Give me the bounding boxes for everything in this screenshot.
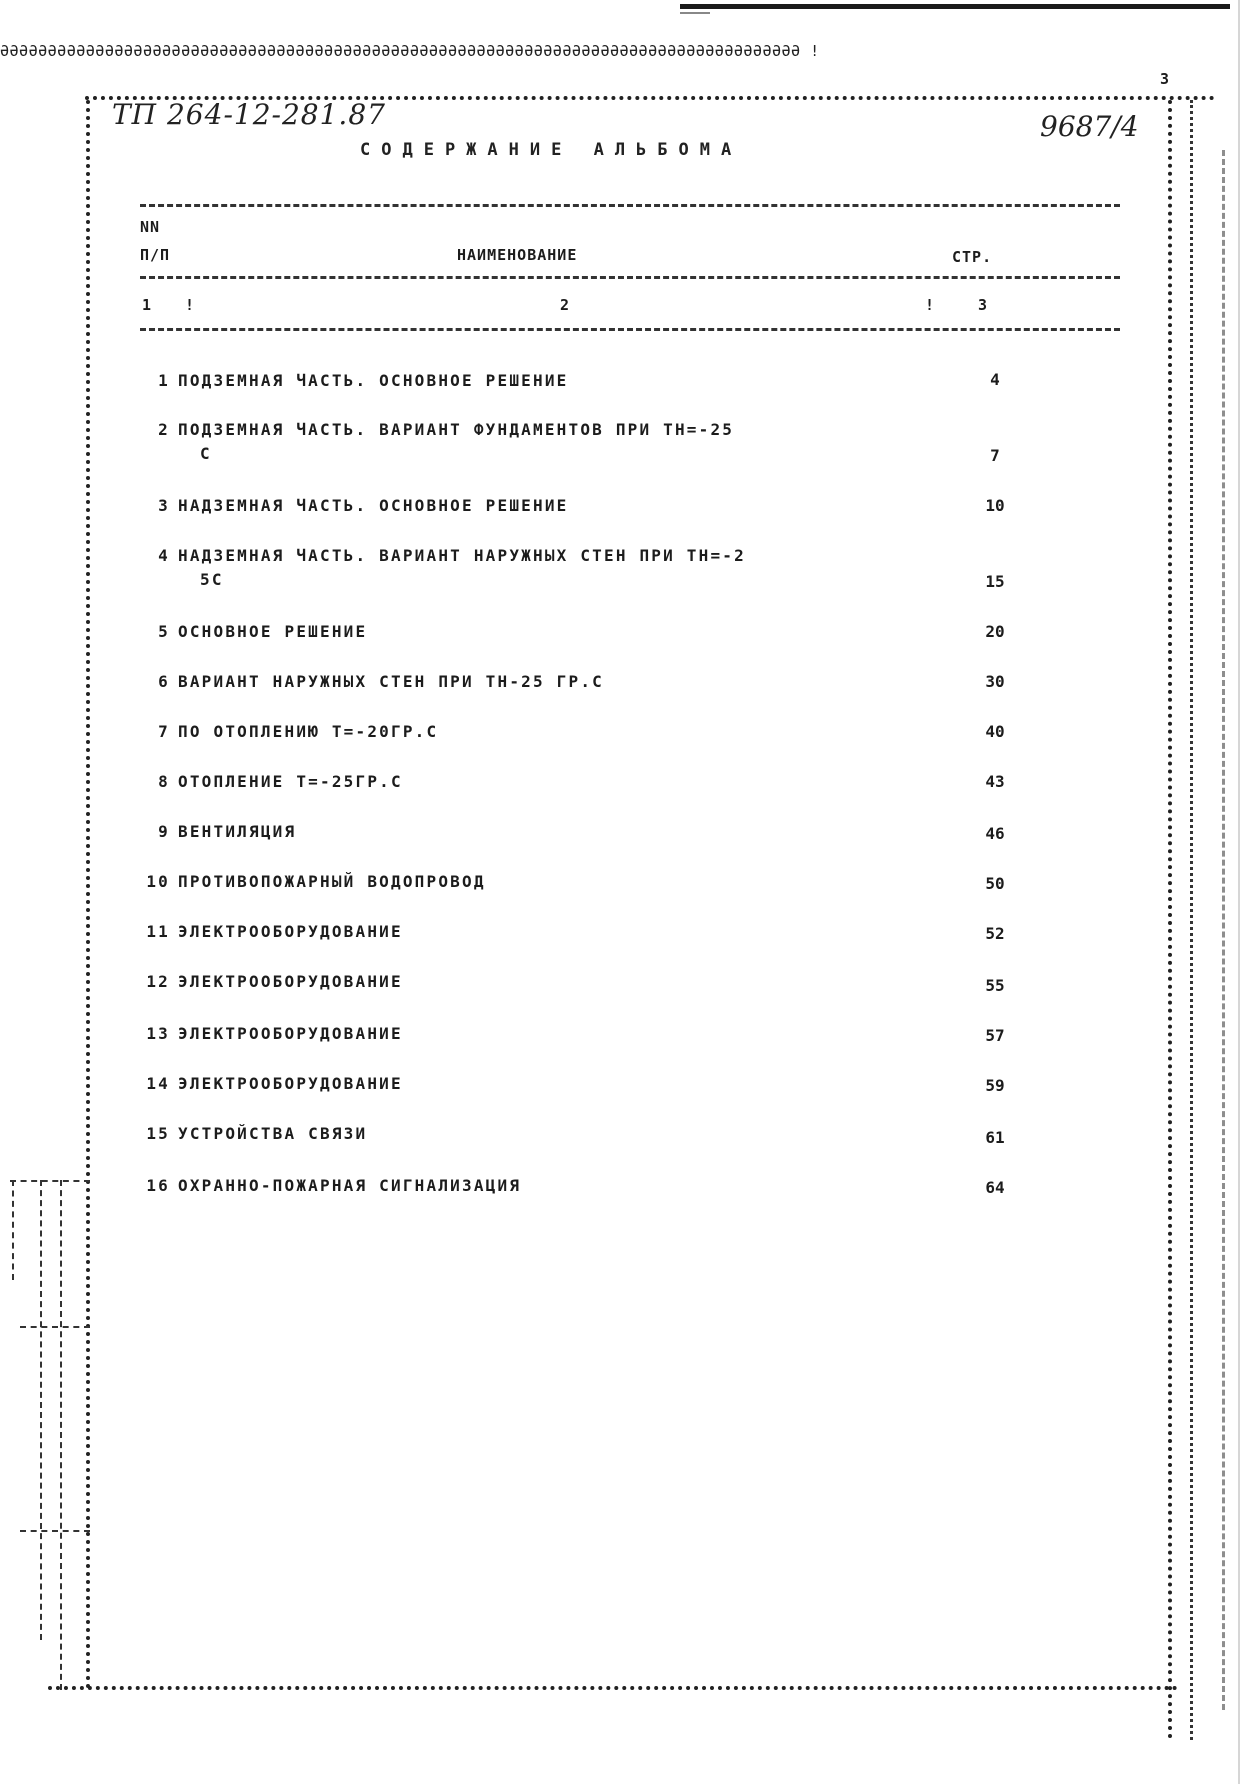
row-page: 30 bbox=[985, 672, 1005, 691]
col-num-label: NN bbox=[140, 218, 161, 236]
row-page: 20 bbox=[985, 622, 1005, 641]
row-number: 7 bbox=[158, 722, 170, 741]
row-number: 9 bbox=[158, 822, 170, 841]
row-number: 10 bbox=[146, 872, 170, 891]
row-number: 8 bbox=[158, 772, 170, 791]
col-name-label: НАИМЕНОВАНИЕ bbox=[457, 246, 578, 264]
table-row bbox=[140, 1122, 1020, 1146]
frame-bottom bbox=[48, 1686, 1178, 1698]
row-number: 14 bbox=[146, 1074, 170, 1093]
row-page: 43 bbox=[985, 772, 1005, 791]
row-page: 64 bbox=[985, 1178, 1005, 1197]
page-number: 3 bbox=[1160, 70, 1170, 88]
row-page: 4 bbox=[990, 370, 1000, 389]
row-page: 55 bbox=[985, 976, 1005, 995]
row-name: ЭЛЕКТРООБОРУДОВАНИЕ bbox=[178, 1024, 403, 1043]
row-name: ВЕНТИЛЯЦИЯ bbox=[178, 822, 297, 841]
row-name: ЭЛЕКТРООБОРУДОВАНИЕ bbox=[178, 1074, 403, 1093]
table-rule bbox=[140, 276, 1120, 279]
row-name: ПОДЗЕМНАЯ ЧАСТЬ. ОСНОВНОЕ РЕШЕНИЕ bbox=[178, 371, 569, 390]
col-number-1: 1 bbox=[142, 296, 153, 314]
row-number: 2 bbox=[158, 420, 170, 439]
binding-stub-line bbox=[20, 1530, 90, 1532]
page-title: СОДЕРЖАНИЕ АЛЬБОМА bbox=[360, 140, 743, 160]
col-separator: ! bbox=[185, 296, 196, 314]
table-row bbox=[140, 1022, 1020, 1046]
col-number-3: 3 bbox=[978, 296, 989, 314]
table-row bbox=[140, 544, 1020, 592]
row-name: ПОДЗЕМНАЯ ЧАСТЬ. ВАРИАНТ ФУНДАМЕНТОВ ПРИ ТН=-25 bbox=[178, 420, 735, 439]
row-page: 59 bbox=[985, 1076, 1005, 1095]
row-name: ОТОПЛЕНИЕ Т=-25ГР.С bbox=[178, 772, 403, 791]
row-name-continued: С bbox=[200, 444, 212, 463]
binding-stub-line bbox=[12, 1180, 14, 1280]
row-name: ОХРАННО-ПОЖАРНАЯ СИГНАЛИЗАЦИЯ bbox=[178, 1176, 522, 1195]
table-row bbox=[140, 670, 1020, 694]
top-edge-mark bbox=[680, 12, 710, 14]
row-name: ЭЛЕКТРООБОРУДОВАНИЕ bbox=[178, 922, 403, 941]
table-row bbox=[140, 1174, 1020, 1198]
col-page-label: СТР. bbox=[952, 248, 993, 266]
frame-right bbox=[1168, 100, 1178, 1740]
binding-stub-line bbox=[20, 1326, 90, 1328]
binding-stub-line bbox=[40, 1180, 42, 1640]
printer-header-row: ƏƏƏƏƏƏƏƏƏƏƏƏƏƏƏƏƏƏƏƏƏƏƏƏƏƏƏƏƏƏƏƏƏƏƏƏƏƏƏƏƏƏƏƏƏƏƏƏƏƏƏƏƏƏƏƏƏƏƏƏƏƏƏƏƏƏƏƏƏƏƏƏƏƏƏƏƏƏƏƏƏƏƏƏ ! bbox=[0, 42, 820, 60]
row-page: 7 bbox=[990, 446, 1000, 465]
row-page: 15 bbox=[985, 572, 1005, 591]
binding-stub-line bbox=[10, 1180, 90, 1182]
table-row bbox=[140, 494, 1020, 518]
table-row bbox=[140, 418, 1020, 466]
top-edge-line bbox=[680, 4, 1230, 9]
row-page: 52 bbox=[985, 924, 1005, 943]
row-name: НАДЗЕМНАЯ ЧАСТЬ. ВАРИАНТ НАРУЖНЫХ СТЕН ПРИ ТН=-2 bbox=[178, 546, 746, 565]
row-number: 15 bbox=[146, 1124, 170, 1143]
frame-right-ticks bbox=[1222, 150, 1237, 1710]
row-number: 16 bbox=[146, 1176, 170, 1195]
table-row bbox=[140, 920, 1020, 944]
table-row bbox=[140, 820, 1020, 844]
row-number: 6 bbox=[158, 672, 170, 691]
frame-left bbox=[86, 100, 96, 1690]
row-name-continued: 5С bbox=[200, 570, 224, 589]
page-edge bbox=[1238, 0, 1240, 1784]
row-name: ВАРИАНТ НАРУЖНЫХ СТЕН ПРИ ТН-25 ГР.С bbox=[178, 672, 604, 691]
row-number: 11 bbox=[146, 922, 170, 941]
table-row bbox=[140, 369, 1020, 393]
table-rule bbox=[140, 204, 1120, 207]
row-number: 13 bbox=[146, 1024, 170, 1043]
row-number: 4 bbox=[158, 546, 170, 565]
table-row bbox=[140, 1072, 1020, 1096]
document-number: 9687/4 bbox=[1040, 110, 1139, 143]
row-page: 10 bbox=[985, 496, 1005, 515]
row-name: УСТРОЙСТВА СВЯЗИ bbox=[178, 1124, 368, 1143]
row-name: ПРОТИВОПОЖАРНЫЙ ВОДОПРОВОД bbox=[178, 872, 486, 891]
row-number: 5 bbox=[158, 622, 170, 641]
row-number: 1 bbox=[158, 371, 170, 390]
col-number-2: 2 bbox=[560, 296, 571, 314]
row-page: 50 bbox=[985, 874, 1005, 893]
row-name: НАДЗЕМНАЯ ЧАСТЬ. ОСНОВНОЕ РЕШЕНИЕ bbox=[178, 496, 569, 515]
document-code: ТП 264-12-281.87 bbox=[112, 98, 386, 131]
table-row bbox=[140, 970, 1020, 994]
row-page: 46 bbox=[985, 824, 1005, 843]
table-row bbox=[140, 770, 1020, 794]
row-number: 12 bbox=[146, 972, 170, 991]
binding-stub-line bbox=[60, 1180, 62, 1690]
table-rule bbox=[140, 328, 1120, 331]
row-page: 40 bbox=[985, 722, 1005, 741]
col-num-label-2: П/П bbox=[140, 246, 171, 264]
row-page: 57 bbox=[985, 1026, 1005, 1045]
frame-right-inner bbox=[1190, 100, 1199, 1740]
row-name: ОСНОВНОЕ РЕШЕНИЕ bbox=[178, 622, 368, 641]
row-page: 61 bbox=[985, 1128, 1005, 1147]
row-name: ПО ОТОПЛЕНИЮ Т=-20ГР.С bbox=[178, 722, 439, 741]
table-row bbox=[140, 620, 1020, 644]
row-number: 3 bbox=[158, 496, 170, 515]
table-row bbox=[140, 720, 1020, 744]
row-name: ЭЛЕКТРООБОРУДОВАНИЕ bbox=[178, 972, 403, 991]
col-separator: ! bbox=[925, 296, 936, 314]
table-row bbox=[140, 870, 1020, 894]
